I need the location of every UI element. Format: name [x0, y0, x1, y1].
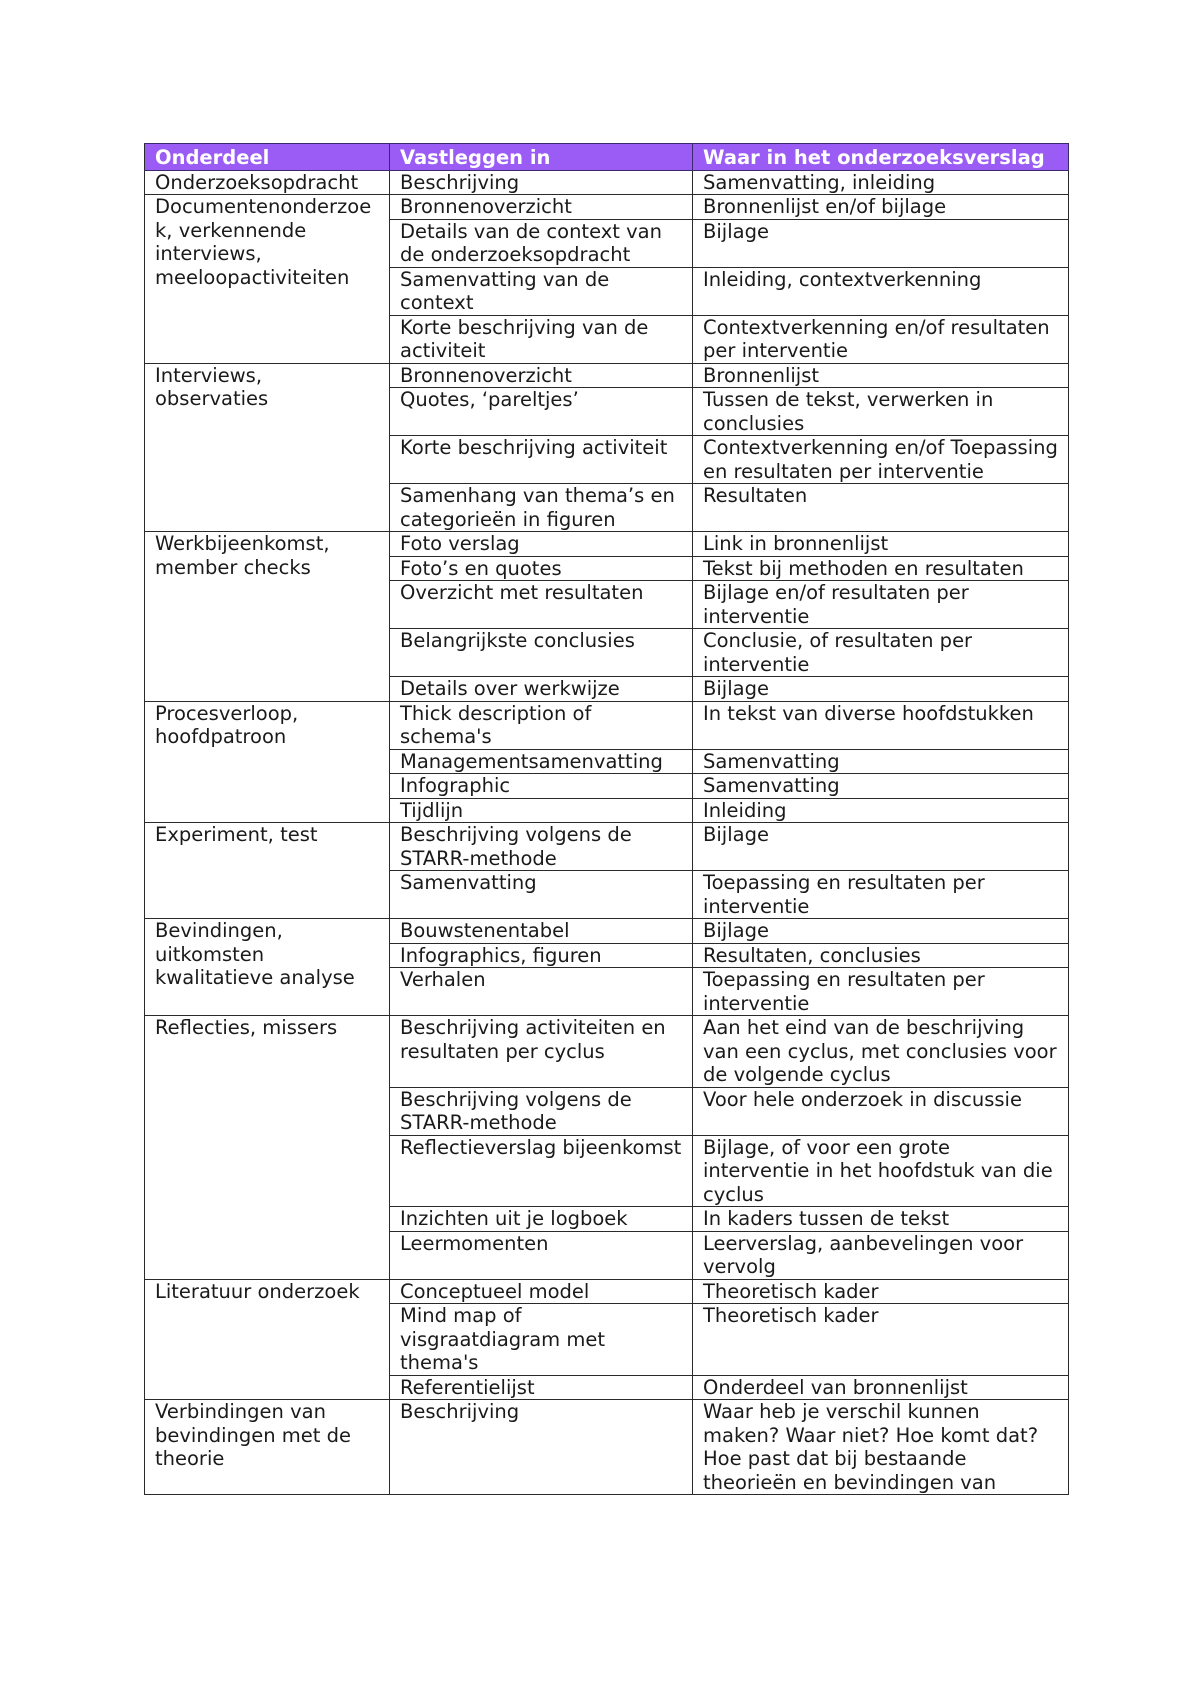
cell-waar-in-verslag: Inleiding [693, 798, 1069, 823]
cell-vastleggen-in: Overzicht met resultaten [390, 581, 693, 629]
cell-vastleggen-in: Beschrijving [390, 170, 693, 195]
cell-vastleggen-in: Bronnenoverzicht [390, 195, 693, 220]
cell-vastleggen-in: Verhalen [390, 968, 693, 1016]
cell-vastleggen-in: Beschrijving volgens de STARR-methode [390, 1087, 693, 1135]
table-row [145, 170, 1069, 195]
cell-waar-in-verslag: Resultaten, conclusies [693, 943, 1069, 968]
cell-onderdeel: Bevindingen, uitkomsten kwalitatieve analyse [145, 919, 390, 1016]
cell-onderdeel: Literatuur onderzoek [145, 1279, 390, 1400]
cell-waar-in-verslag: Toepassing en resultaten per interventie [693, 871, 1069, 919]
cell-waar-in-verslag: In kaders tussen de tekst [693, 1207, 1069, 1232]
cell-onderdeel: Interviews, observaties [145, 363, 390, 532]
cell-vastleggen-in: Samenvatting van de context [390, 267, 693, 315]
cell-waar-in-verslag: Leerverslag, aanbevelingen voor vervolg [693, 1231, 1069, 1279]
cell-waar-in-verslag: Resultaten [693, 484, 1069, 532]
cell-vastleggen-in: Managementsamenvatting [390, 749, 693, 774]
cell-vastleggen-in: Bouwstenentabel [390, 919, 693, 944]
cell-waar-in-verslag: Contextverkenning en/of resultaten per interventie [693, 315, 1069, 363]
cell-onderdeel: Verbindingen van bevindingen met de theorie [145, 1400, 390, 1495]
table-row [145, 1400, 1069, 1495]
cell-waar-in-verslag: Waar heb je verschil kunnen maken? Waar niet? Hoe komt dat? Hoe past dat bij bestaande theorieën en bevindingen van [693, 1400, 1069, 1495]
cell-waar-in-verslag: Conclusie, of resultaten per interventie [693, 629, 1069, 677]
cell-waar-in-verslag: Bijlage [693, 219, 1069, 267]
cell-vastleggen-in: Foto’s en quotes [390, 556, 693, 581]
cell-waar-in-verslag: Tussen de tekst, verwerken in conclusies [693, 388, 1069, 436]
cell-vastleggen-in: Details van de context van de onderzoeksopdracht [390, 219, 693, 267]
cell-waar-in-verslag: Inleiding, contextverkenning [693, 267, 1069, 315]
cell-vastleggen-in: Quotes, ‘pareltjes’ [390, 388, 693, 436]
cell-waar-in-verslag: Bijlage [693, 919, 1069, 944]
cell-waar-in-verslag: Contextverkenning en/of Toepassing en resultaten per interventie [693, 436, 1069, 484]
cell-waar-in-verslag: Onderdeel van bronnenlijst [693, 1375, 1069, 1400]
cell-vastleggen-in: Leermomenten [390, 1231, 693, 1279]
cell-onderdeel: Onderzoeksopdracht [145, 170, 390, 195]
cell-vastleggen-in: Korte beschrijving van de activiteit [390, 315, 693, 363]
cell-vastleggen-in: Infographics, figuren [390, 943, 693, 968]
table-row [145, 1016, 1069, 1088]
table-row [145, 1279, 1069, 1304]
cell-waar-in-verslag: Bijlage [693, 677, 1069, 702]
cell-vastleggen-in: Samenhang van thema’s en categorieën in figuren [390, 484, 693, 532]
cell-vastleggen-in: Beschrijving [390, 1400, 693, 1495]
header-vastleggen-in: Vastleggen in [390, 144, 693, 171]
table-row [145, 195, 1069, 220]
cell-waar-in-verslag: Samenvatting, inleiding [693, 170, 1069, 195]
table-body [145, 170, 1069, 1495]
cell-vastleggen-in: Beschrijving volgens de STARR-methode [390, 823, 693, 871]
cell-waar-in-verslag: Tekst bij methoden en resultaten [693, 556, 1069, 581]
cell-vastleggen-in: Bronnenoverzicht [390, 363, 693, 388]
cell-vastleggen-in: Referentielijst [390, 1375, 693, 1400]
cell-vastleggen-in: Korte beschrijving activiteit [390, 436, 693, 484]
cell-waar-in-verslag: Bronnenlijst [693, 363, 1069, 388]
cell-waar-in-verslag: Samenvatting [693, 749, 1069, 774]
cell-onderdeel: Procesverloop, hoofdpatroon [145, 701, 390, 823]
cell-waar-in-verslag: Aan het eind van de beschrijving van een cyclus, met conclusies voor de volgende cyclus [693, 1016, 1069, 1088]
table-row [145, 823, 1069, 871]
cell-waar-in-verslag: Bijlage, of voor een grote interventie in het hoofdstuk van die cyclus [693, 1135, 1069, 1207]
cell-onderdeel: Werkbijeenkomst, member checks [145, 532, 390, 702]
header-waar-in-verslag: Waar in het onderzoeksverslag [693, 144, 1069, 171]
cell-waar-in-verslag: Theoretisch kader [693, 1304, 1069, 1376]
cell-vastleggen-in: Infographic [390, 774, 693, 799]
cell-vastleggen-in: Samenvatting [390, 871, 693, 919]
cell-vastleggen-in: Reflectieverslag bijeenkomst [390, 1135, 693, 1207]
cell-vastleggen-in: Thick description of schema's [390, 701, 693, 749]
cell-vastleggen-in: Mind map of visgraatdiagram met thema's [390, 1304, 693, 1376]
cell-vastleggen-in: Belangrijkste conclusies [390, 629, 693, 677]
cell-onderdeel: Reflecties, missers [145, 1016, 390, 1280]
table-row [145, 701, 1069, 749]
cell-waar-in-verslag: Bijlage en/of resultaten per interventie [693, 581, 1069, 629]
table-row [145, 532, 1069, 557]
cell-waar-in-verslag: Bronnenlijst en/of bijlage [693, 195, 1069, 220]
cell-onderdeel: Experiment, test [145, 823, 390, 919]
cell-vastleggen-in: Tijdlijn [390, 798, 693, 823]
cell-vastleggen-in: Beschrijving activiteiten en resultaten per cyclus [390, 1016, 693, 1088]
cell-waar-in-verslag: Samenvatting [693, 774, 1069, 799]
cell-waar-in-verslag: Link in bronnenlijst [693, 532, 1069, 557]
table-row [145, 919, 1069, 944]
cell-onderdeel: Documentenonderzoek, verkennende interviews, meeloopactiviteiten [145, 195, 390, 364]
header-onderdeel: Onderdeel [145, 144, 390, 171]
cell-vastleggen-in: Conceptueel model [390, 1279, 693, 1304]
cell-waar-in-verslag: In tekst van diverse hoofdstukken [693, 701, 1069, 749]
cell-waar-in-verslag: Theoretisch kader [693, 1279, 1069, 1304]
cell-vastleggen-in: Foto verslag [390, 532, 693, 557]
cell-waar-in-verslag: Toepassing en resultaten per interventie [693, 968, 1069, 1016]
cell-vastleggen-in: Inzichten uit je logboek [390, 1207, 693, 1232]
report-sections-table [144, 143, 1069, 1495]
table-header-row [145, 144, 1069, 171]
cell-vastleggen-in: Details over werkwijze [390, 677, 693, 702]
cell-waar-in-verslag: Bijlage [693, 823, 1069, 871]
cell-waar-in-verslag: Voor hele onderzoek in discussie [693, 1087, 1069, 1135]
table-row [145, 363, 1069, 388]
